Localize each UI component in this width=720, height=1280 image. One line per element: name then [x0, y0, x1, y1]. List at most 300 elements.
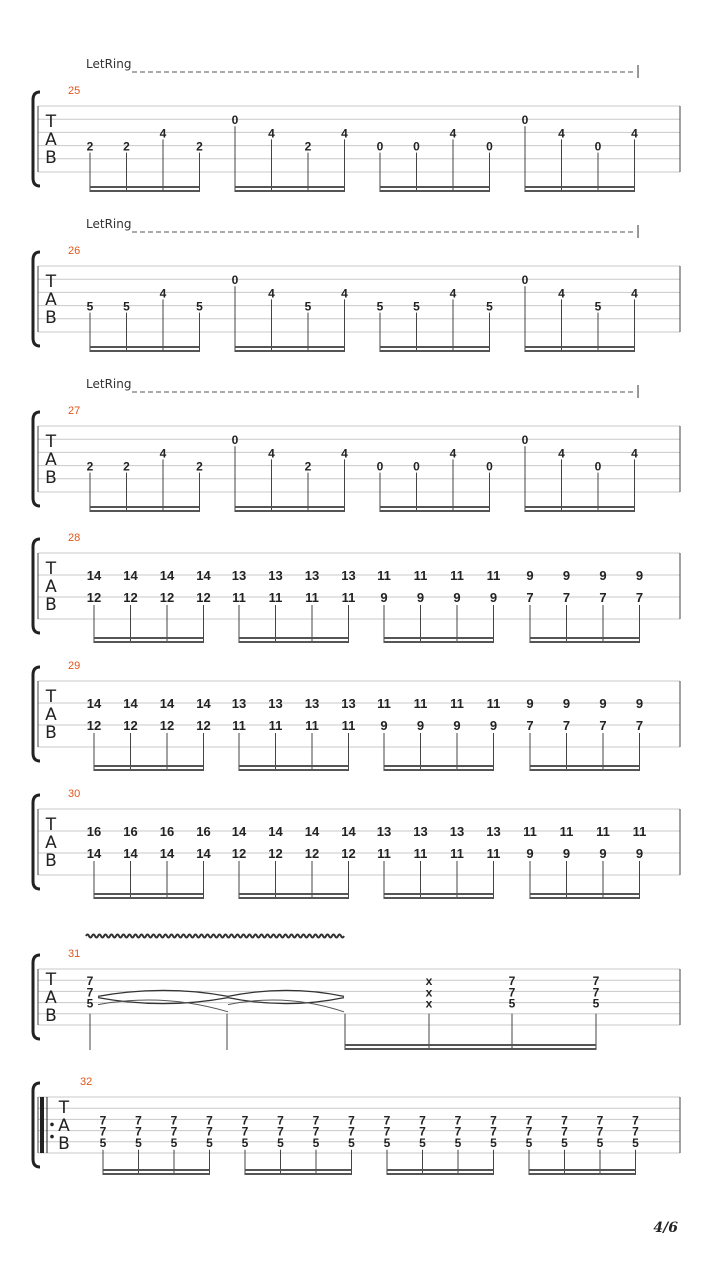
fret-number: 9	[562, 568, 571, 583]
fret-number: 12	[123, 590, 138, 605]
beam	[530, 765, 640, 767]
fret-number: 13	[304, 568, 320, 583]
fret-number: 14	[268, 824, 283, 839]
letring-label: LetRing	[86, 57, 132, 71]
beam	[239, 893, 349, 895]
beam	[94, 897, 204, 899]
system-bar-26	[33, 217, 680, 352]
beam	[235, 510, 345, 512]
fret-number: 12	[341, 846, 356, 861]
fret-number: 5	[123, 299, 130, 314]
fret-number: 7	[592, 985, 600, 1000]
beam	[94, 765, 204, 767]
fret-number: 11	[413, 846, 428, 861]
beam	[384, 897, 494, 899]
fret-number: 0	[486, 139, 493, 154]
fret-number: 2	[123, 139, 130, 154]
vibrato-line	[86, 935, 344, 938]
beam	[90, 190, 200, 192]
fret-number: 7	[241, 1113, 249, 1128]
beam	[103, 1173, 210, 1175]
repeat-dot	[50, 1135, 54, 1139]
beam	[239, 897, 349, 899]
fret-number: 14	[86, 696, 102, 711]
fret-number: 7	[454, 1113, 462, 1128]
fret-number: x	[425, 974, 433, 989]
fret-number: 11	[377, 568, 391, 583]
fret-number: 7	[508, 974, 516, 989]
tab-label-a: A	[58, 1116, 70, 1136]
fret-number: 11	[486, 696, 501, 711]
fret-number: 11	[596, 824, 610, 839]
beam	[525, 510, 635, 512]
fret-number: 4	[341, 446, 348, 461]
fret-number: 14	[123, 568, 138, 583]
fret-number: 9	[562, 696, 571, 711]
fret-number: 5	[486, 299, 493, 314]
fret-number: 5	[592, 996, 600, 1011]
beam	[380, 186, 490, 188]
beam	[235, 350, 345, 352]
fret-number: 4	[341, 126, 348, 141]
fret-number: 9	[453, 718, 461, 733]
beam	[530, 769, 640, 771]
letring-label: LetRing	[86, 377, 132, 391]
fret-number: 4	[268, 126, 275, 141]
tab-label-a: A	[45, 988, 57, 1008]
fret-number: 13	[268, 568, 283, 583]
fret-number: 0	[376, 139, 384, 154]
fret-number: 5	[376, 299, 384, 314]
fret-number: 13	[449, 824, 465, 839]
tab-label-b: B	[45, 1006, 57, 1026]
fret-number: 5	[135, 1135, 142, 1150]
fret-number: 11	[523, 824, 537, 839]
fret-number: 12	[159, 590, 175, 605]
beam	[384, 637, 494, 639]
fret-number: 14	[123, 696, 138, 711]
beam	[345, 1048, 596, 1050]
beam	[239, 641, 349, 643]
beam	[239, 637, 349, 639]
fret-number: 0	[486, 459, 493, 474]
fret-number: 11	[450, 568, 464, 583]
fret-number: 4	[341, 286, 348, 301]
fret-number: 13	[486, 824, 501, 839]
fret-number: 11	[268, 718, 283, 733]
fret-number: 14	[304, 824, 320, 839]
fret-number: 12	[196, 590, 211, 605]
fret-number: 16	[196, 824, 211, 839]
fret-number: 4	[159, 446, 167, 461]
tab-label-t: T	[45, 687, 57, 707]
tab-label-b: B	[45, 851, 57, 871]
beam	[90, 506, 200, 508]
fret-number: 2	[196, 459, 203, 474]
fret-number: 9	[599, 846, 607, 861]
fret-number: 9	[453, 590, 461, 605]
fret-number: 14	[123, 846, 138, 861]
beam	[235, 346, 345, 348]
fret-number: 14	[159, 568, 175, 583]
fret-number: 14	[159, 696, 175, 711]
beam	[94, 641, 204, 643]
fret-number: 5	[196, 299, 203, 314]
beam	[94, 769, 204, 771]
fret-number: 11	[232, 718, 246, 733]
tab-label-t: T	[45, 432, 57, 452]
bar-number: 29	[68, 660, 81, 672]
fret-number: 5	[86, 996, 94, 1011]
beam	[380, 506, 490, 508]
tab-label-b: B	[45, 595, 57, 615]
fret-number: 2	[304, 139, 312, 154]
fret-number: 7	[596, 1124, 604, 1139]
fret-number: 4	[159, 286, 167, 301]
tab-label-b: B	[45, 148, 57, 168]
fret-number: 9	[635, 846, 644, 861]
fret-number: 12	[231, 846, 247, 861]
beam	[245, 1169, 352, 1171]
system-bracket	[33, 955, 40, 1039]
fret-number: 0	[231, 113, 239, 128]
fret-number: 14	[341, 824, 356, 839]
fret-number: 7	[419, 1124, 426, 1139]
beam	[380, 346, 490, 348]
fret-number: 11	[341, 590, 356, 605]
fret-number: 7	[135, 1124, 142, 1139]
fret-number: 9	[416, 590, 425, 605]
beam	[529, 1169, 636, 1171]
fret-number: 11	[486, 568, 501, 583]
fret-number: 5	[454, 1135, 462, 1150]
fret-number: 4	[558, 446, 565, 461]
letring-label: LetRing	[86, 217, 132, 231]
beam	[90, 350, 200, 352]
fret-number: 7	[525, 1113, 533, 1128]
fret-number: 7	[277, 1113, 284, 1128]
fret-number: 7	[599, 590, 607, 605]
tab-label-a: A	[45, 833, 57, 853]
fret-number: 13	[413, 824, 428, 839]
beam	[239, 769, 349, 771]
fret-number: 5	[632, 1135, 639, 1150]
fret-number: 11	[486, 846, 501, 861]
fret-number: 4	[558, 126, 565, 141]
fret-number: 5	[383, 1135, 391, 1150]
fret-number: 5	[525, 1135, 533, 1150]
fret-number: 9	[416, 718, 425, 733]
fret-number: 7	[632, 1124, 639, 1139]
fret-number: 5	[277, 1135, 284, 1150]
fret-number: 7	[277, 1124, 284, 1139]
tab-label-t: T	[58, 1098, 70, 1118]
fret-number: 7	[490, 1124, 497, 1139]
fret-number: 11	[268, 590, 283, 605]
beam	[530, 641, 640, 643]
fret-number: 11	[632, 824, 647, 839]
fret-number: 7	[526, 590, 534, 605]
beam	[525, 506, 635, 508]
repeat-thick-bar	[40, 1097, 44, 1153]
page-number: 4/6	[653, 1220, 678, 1236]
fret-number: 14	[231, 824, 247, 839]
fret-number: 11	[413, 696, 428, 711]
fret-number: 0	[413, 459, 420, 474]
fret-number: 7	[348, 1124, 355, 1139]
beam	[235, 190, 345, 192]
fret-number: 7	[490, 1113, 497, 1128]
fret-number: 14	[196, 568, 211, 583]
fret-number: 5	[312, 1135, 320, 1150]
fret-number: 7	[596, 1113, 604, 1128]
system-bar-31	[33, 935, 680, 1051]
tab-label-b: B	[45, 308, 57, 328]
fret-number: x	[425, 996, 433, 1011]
fret-number: 0	[413, 139, 420, 154]
fret-number: 0	[594, 139, 602, 154]
bar-number: 26	[68, 245, 81, 257]
system-bracket	[33, 1083, 40, 1167]
fret-number: 0	[376, 459, 384, 474]
fret-number: 14	[196, 846, 211, 861]
fret-number: 7	[562, 718, 571, 733]
fret-number: 7	[454, 1124, 462, 1139]
fret-number: 4	[268, 286, 275, 301]
fret-number: 16	[86, 824, 102, 839]
beam	[90, 186, 200, 188]
beam	[525, 350, 635, 352]
beam	[380, 510, 490, 512]
fret-number: 7	[241, 1124, 249, 1139]
fret-number: 11	[450, 696, 464, 711]
bar-number: 30	[68, 788, 81, 800]
fret-number: 5	[99, 1135, 107, 1150]
beam	[530, 893, 640, 895]
fret-number: 7	[312, 1124, 320, 1139]
bar-number: 28	[68, 532, 81, 544]
fret-number: 13	[341, 696, 356, 711]
fret-number: 12	[86, 590, 102, 605]
fret-number: 9	[526, 696, 534, 711]
fret-number: 13	[341, 568, 356, 583]
system-bar-30	[33, 788, 680, 899]
fret-number: 14	[86, 568, 102, 583]
beam	[235, 506, 345, 508]
beam	[384, 769, 494, 771]
fret-number: 11	[305, 718, 319, 733]
fret-number: 13	[268, 696, 283, 711]
fret-number: 7	[206, 1113, 213, 1128]
fret-number: 9	[489, 590, 498, 605]
fret-number: 7	[419, 1113, 426, 1128]
fret-number: 9	[562, 846, 571, 861]
bar-number: 25	[68, 85, 81, 97]
fret-number: 7	[592, 974, 600, 989]
fret-number: 7	[170, 1124, 178, 1139]
tie-arc	[98, 1000, 228, 1012]
beam	[529, 1173, 636, 1175]
fret-number: 12	[196, 718, 211, 733]
fret-number: 4	[558, 286, 565, 301]
bar-number: 27	[68, 405, 81, 417]
fret-number: 4	[449, 286, 457, 301]
tab-label-a: A	[45, 705, 57, 725]
fret-number: 7	[206, 1124, 213, 1139]
fret-number: 4	[449, 446, 457, 461]
fret-number: 7	[526, 718, 534, 733]
tab-label-t: T	[45, 112, 57, 132]
fret-number: 7	[99, 1124, 107, 1139]
fret-number: 5	[561, 1135, 568, 1150]
fret-number: 5	[241, 1135, 249, 1150]
fret-number: 12	[268, 846, 283, 861]
fret-number: 2	[304, 459, 312, 474]
beam	[530, 897, 640, 899]
tab-label-b: B	[45, 723, 57, 743]
fret-number: 4	[449, 126, 457, 141]
beam	[384, 641, 494, 643]
fret-number: 2	[86, 139, 94, 154]
fret-number: 11	[377, 846, 391, 861]
fret-number: 12	[86, 718, 102, 733]
fret-number: 5	[170, 1135, 178, 1150]
fret-number: 5	[596, 1135, 604, 1150]
fret-number: 7	[508, 985, 516, 1000]
fret-number: 7	[312, 1113, 320, 1128]
bar-number: 31	[68, 948, 81, 960]
beam	[525, 346, 635, 348]
system-bar-27	[33, 377, 680, 512]
fret-number: 0	[521, 113, 529, 128]
system-bar-29	[33, 660, 680, 771]
system-bar-28	[33, 532, 680, 643]
system-bar-32	[33, 1076, 680, 1175]
fret-number: 5	[348, 1135, 355, 1150]
tab-label-a: A	[45, 290, 57, 310]
fret-number: 7	[99, 1113, 107, 1128]
fret-number: 13	[231, 696, 247, 711]
tab-label-t: T	[45, 272, 57, 292]
repeat-dot	[50, 1123, 54, 1127]
tab-label-t: T	[45, 559, 57, 579]
fret-number: 14	[159, 846, 175, 861]
fret-number: 7	[86, 974, 94, 989]
beam	[245, 1173, 352, 1175]
tab-label-b: B	[45, 468, 57, 488]
fret-number: 16	[123, 824, 138, 839]
tab-label-t: T	[45, 970, 57, 990]
beam	[90, 346, 200, 348]
fret-number: 0	[521, 433, 529, 448]
fret-number: 7	[632, 1113, 639, 1128]
fret-number: 2	[123, 459, 130, 474]
fret-number: x	[425, 985, 433, 1000]
fret-number: 11	[377, 696, 391, 711]
fret-number: 7	[599, 718, 607, 733]
fret-number: 12	[159, 718, 175, 733]
fret-number: 12	[304, 846, 320, 861]
system-bar-25	[33, 57, 680, 192]
fret-number: 9	[380, 590, 388, 605]
fret-number: 7	[170, 1113, 178, 1128]
fret-number: 7	[348, 1113, 355, 1128]
beam	[525, 186, 635, 188]
fret-number: 4	[631, 126, 638, 141]
tab-label-b: B	[58, 1134, 70, 1154]
fret-number: 4	[159, 126, 167, 141]
fret-number: 7	[525, 1124, 533, 1139]
fret-number: 5	[206, 1135, 213, 1150]
beam	[94, 637, 204, 639]
fret-number: 5	[304, 299, 312, 314]
fret-number: 9	[526, 568, 534, 583]
fret-number: 13	[304, 696, 320, 711]
fret-number: 11	[450, 846, 464, 861]
beam	[103, 1169, 210, 1171]
fret-number: 7	[561, 1113, 568, 1128]
beam	[530, 637, 640, 639]
tab-label-a: A	[45, 450, 57, 470]
fret-number: 7	[635, 718, 644, 733]
fret-number: 16	[159, 824, 175, 839]
fret-number: 11	[413, 568, 428, 583]
fret-number: 13	[376, 824, 392, 839]
fret-number: 4	[631, 286, 638, 301]
tie-arc	[228, 1000, 344, 1012]
fret-number: 0	[521, 273, 529, 288]
beam	[387, 1173, 494, 1175]
fret-number: 11	[232, 590, 246, 605]
fret-number: 5	[594, 299, 602, 314]
beam	[384, 765, 494, 767]
fret-number: 7	[383, 1124, 391, 1139]
fret-number: 0	[231, 433, 239, 448]
beam	[239, 765, 349, 767]
fret-number: 0	[231, 273, 239, 288]
fret-number: 9	[380, 718, 388, 733]
fret-number: 5	[508, 996, 516, 1011]
fret-number: 7	[383, 1113, 391, 1128]
fret-number: 9	[526, 846, 534, 861]
fret-number: 14	[196, 696, 211, 711]
fret-number: 9	[599, 696, 607, 711]
fret-number: 11	[341, 718, 356, 733]
fret-number: 7	[635, 590, 644, 605]
fret-number: 5	[413, 299, 420, 314]
beam	[380, 190, 490, 192]
fret-number: 9	[599, 568, 607, 583]
fret-number: 2	[196, 139, 203, 154]
fret-number: 5	[86, 299, 94, 314]
beam	[525, 190, 635, 192]
fret-number: 5	[490, 1135, 497, 1150]
fret-number: 4	[268, 446, 275, 461]
fret-number: 12	[123, 718, 138, 733]
fret-number: 9	[635, 696, 644, 711]
fret-number: 9	[489, 718, 498, 733]
fret-number: 4	[631, 446, 638, 461]
beam	[384, 893, 494, 895]
tab-label-a: A	[45, 130, 57, 150]
fret-number: 2	[86, 459, 94, 474]
fret-number: 11	[305, 590, 319, 605]
fret-number: 9	[635, 568, 644, 583]
tab-label-a: A	[45, 577, 57, 597]
fret-number: 13	[231, 568, 247, 583]
bar-number: 32	[80, 1076, 93, 1088]
fret-number: 7	[86, 985, 94, 1000]
